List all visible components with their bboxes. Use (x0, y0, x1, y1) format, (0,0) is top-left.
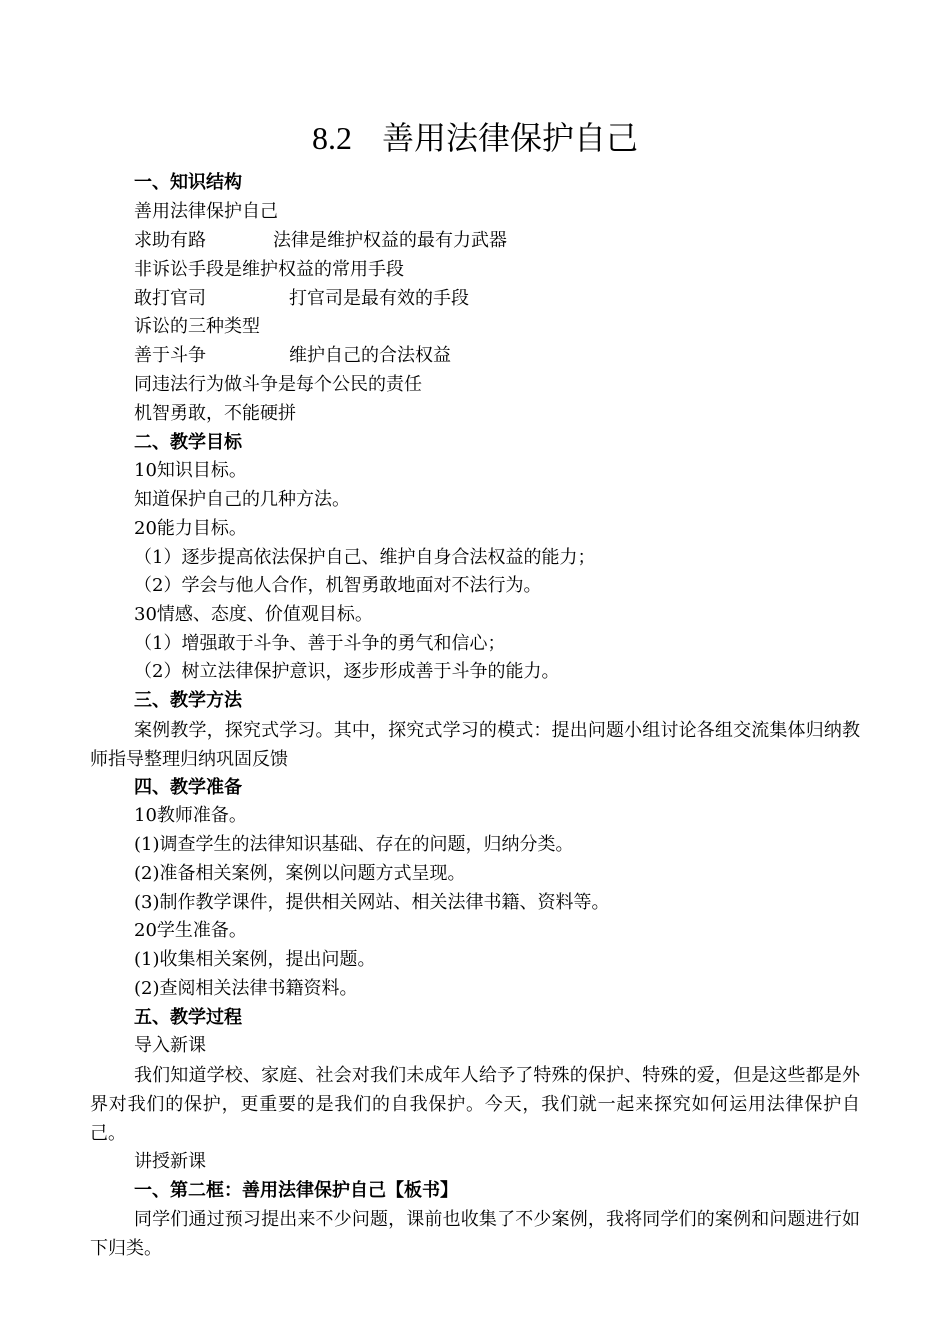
knowledge-point: 法律是维护权益的最有力武器 (273, 230, 507, 251)
prep-line: (1)调查学生的法律知识基础、存在的问题，归纳分类。 (134, 834, 574, 855)
goal-line: （2）树立法律保护意识，逐步形成善于斗争的能力。 (134, 661, 560, 682)
knowledge-line (134, 285, 469, 313)
prep-line: (2)准备相关案例，案例以问题方式呈现。 (134, 863, 466, 884)
knowledge-line (134, 227, 507, 255)
prep-line: (1)收集相关案例，提出问题。 (134, 949, 376, 970)
knowledge-line: 同违法行为做斗争是每个公民的责任 (134, 374, 422, 395)
knowledge-line: 诉讼的三种类型 (134, 316, 260, 337)
prep-line: (3)制作教学课件，提供相关网站、相关法律书籍、资料等。 (134, 892, 610, 913)
goal-line: 20能力目标。 (134, 518, 247, 539)
page-title (0, 116, 950, 160)
section-heading-prep: 四、教学准备 (134, 777, 242, 798)
knowledge-line (134, 342, 451, 370)
method-paragraph: 案例教学，探究式学习。其中，探究式学习的模式：提出问题小组讨论各组交流集体归纳教师指导整理归纳巩固反馈 (90, 720, 860, 770)
knowledge-topic: 求助有路 (134, 230, 206, 251)
prep-line: 10教师准备。 (134, 805, 247, 826)
section-heading-method: 三、教学方法 (134, 690, 242, 711)
knowledge-line: 非诉讼手段是维护权益的常用手段 (134, 259, 404, 280)
lesson-subheading: 一、第二框：善用法律保护自己【板书】 (134, 1180, 458, 1201)
knowledge-point: 维护自己的合法权益 (289, 345, 451, 366)
title-number: 8.2 (311, 120, 352, 156)
knowledge-topic: 善于斗争 (134, 345, 206, 366)
section-heading-goals: 二、教学目标 (134, 432, 242, 453)
goal-line: （1）逐步提高依法保护自己、维护自身合法权益的能力； (134, 547, 596, 568)
title-text: 善用法律保护自己 (381, 119, 638, 157)
section-heading-knowledge: 一、知识结构 (134, 172, 242, 193)
goal-line: 10知识目标。 (134, 460, 247, 481)
lesson-paragraph: 同学们通过预习提出来不少问题，课前也收集了不少案例，我将同学们的案例和问题进行如下归类。 (90, 1209, 860, 1259)
knowledge-line: 善用法律保护自己 (134, 201, 278, 222)
goal-line: 知道保护自己的几种方法。 (134, 489, 350, 510)
section-heading-process: 五、教学过程 (134, 1007, 242, 1028)
goal-line: 30情感、态度、价值观目标。 (134, 604, 373, 625)
goal-line: （1）增强敢于斗争、善于斗争的勇气和信心； (134, 633, 506, 654)
process-subheading-intro: 导入新课 (134, 1035, 206, 1056)
prep-line: (2)查阅相关法律书籍资料。 (134, 978, 358, 999)
goal-line: （2）学会与他人合作，机智勇敢地面对不法行为。 (134, 575, 542, 596)
intro-paragraph: 我们知道学校、家庭、社会对我们未成年人给予了特殊的保护、特殊的爱，但是这些都是外界对我们的保护，更重要的是我们的自我保护。今天，我们就一起来探究如何运用法律保护自己。 (90, 1065, 860, 1144)
knowledge-topic: 敢打官司 (134, 288, 206, 309)
prep-line: 20学生准备。 (134, 920, 247, 941)
knowledge-line: 机智勇敢，不能硬拼 (134, 403, 296, 424)
process-subheading-teach: 讲授新课 (134, 1151, 206, 1172)
knowledge-point: 打官司是最有效的手段 (289, 288, 469, 309)
